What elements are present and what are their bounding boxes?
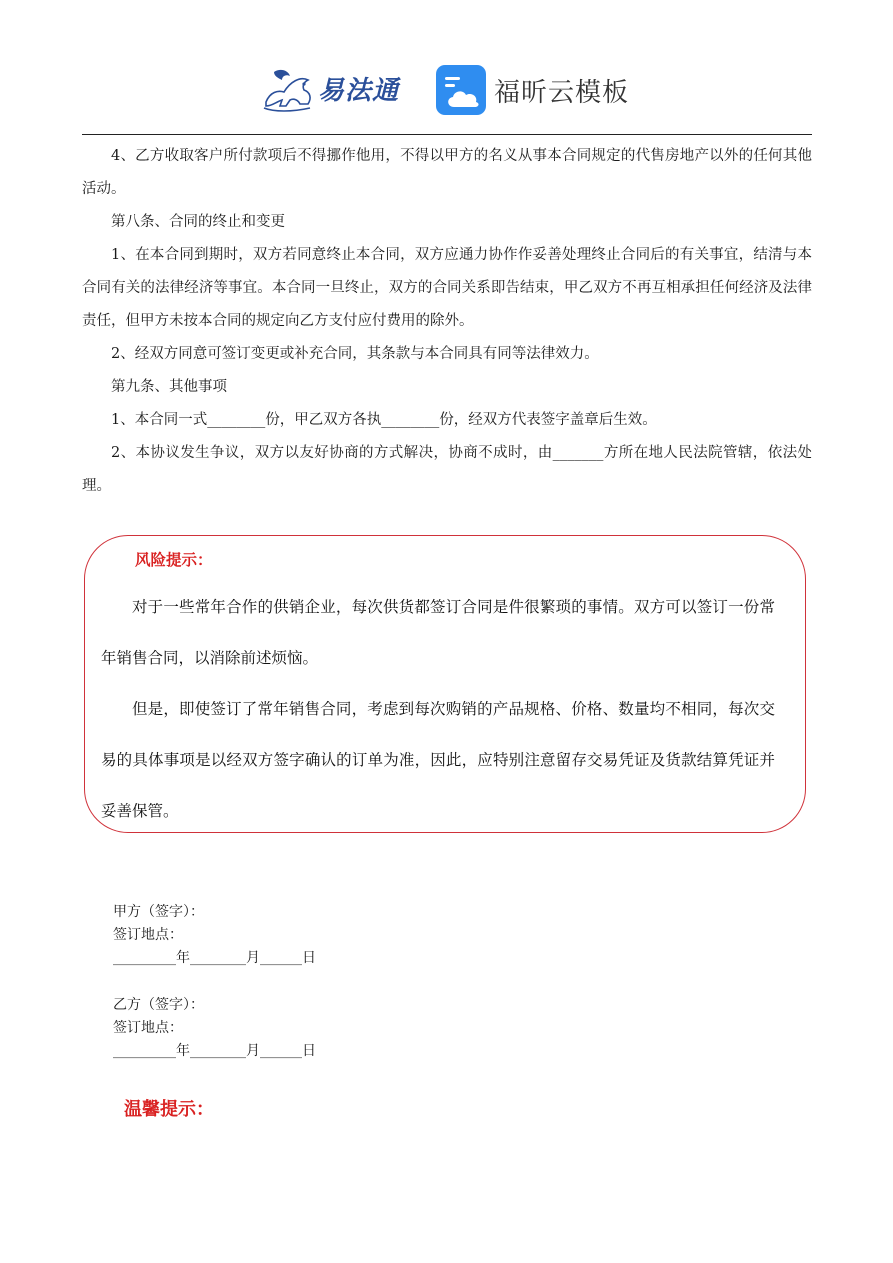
- brand-left-text: 易法通: [318, 75, 400, 106]
- party-a-place-label: 签订地点：: [113, 927, 183, 943]
- clause-paragraph: 1、在本合同到期时，双方若同意终止本合同，双方应通力协作作妥善处理终止合同后的有关事宜，结清与本合同有关的法律经济等事宜。本合同一旦终止，双方的合同关系即告结束，甲乙双方不再互相承担任何经济及法律责任，但甲方未按本合同的规定向乙方支付应付费用的除外。: [82, 247, 812, 329]
- header-divider: [82, 134, 812, 135]
- contract-body: [82, 140, 812, 503]
- yifatong-logo: [260, 62, 399, 114]
- party-b-signature-block: [113, 994, 316, 1063]
- party-b-date-line: _________年________月______日: [113, 1043, 316, 1059]
- brand-right-text: 福昕云模板: [494, 77, 630, 108]
- qilin-logo-icon: [260, 62, 316, 114]
- risk-paragraph: 但是，即使签订了常年销售合同，考虑到每次购销的产品规格、价格、数量均不相同，每次交易的具体事项是以经双方签字确认的订单为准，因此，应特别注意留存交易凭证及货款结算凭证并妥善保管。: [101, 700, 775, 820]
- party-a-sign-label: 甲方（签字）：: [113, 904, 204, 920]
- party-b-place-label: 签订地点：: [113, 1020, 183, 1036]
- section-heading: 第九条、其他事项: [111, 379, 227, 395]
- clause-paragraph: 4、乙方收取客户所付款项后不得挪作他用，不得以甲方的名义从事本合同规定的代售房地产以外的任何其他活动。: [82, 148, 812, 197]
- risk-notice-box: [84, 535, 806, 833]
- clause-paragraph: 1、本合同一式________份，甲乙双方各执________份，经双方代表签字盖章后生效。: [111, 412, 657, 428]
- party-a-date-line: _________年________月______日: [113, 950, 316, 966]
- risk-notice-title: 风险提示：: [135, 551, 213, 569]
- warm-tip-title: 温馨提示：: [124, 1099, 214, 1120]
- risk-notice-content: [101, 582, 775, 837]
- clause-paragraph: 2、本协议发生争议，双方以友好协商的方式解决，协商不成时，由_______方所在地人民法院管辖，依法处理。: [82, 445, 812, 494]
- risk-paragraph: 对于一些常年合作的供销企业，每次供货都签订合同是件很繁琐的事情。双方可以签订一份常年销售合同，以消除前述烦恼。: [101, 598, 775, 667]
- party-a-signature-block: [113, 901, 316, 970]
- fuxin-logo: [436, 64, 629, 116]
- page-header: [0, 0, 893, 136]
- foxit-cloud-icon: [436, 65, 486, 115]
- section-heading: 第八条、合同的终止和变更: [111, 214, 285, 230]
- clause-paragraph: 2、经双方同意可签订变更或补充合同，其条款与本合同具有同等法律效力。: [111, 346, 599, 362]
- party-b-sign-label: 乙方（签字）：: [113, 997, 204, 1013]
